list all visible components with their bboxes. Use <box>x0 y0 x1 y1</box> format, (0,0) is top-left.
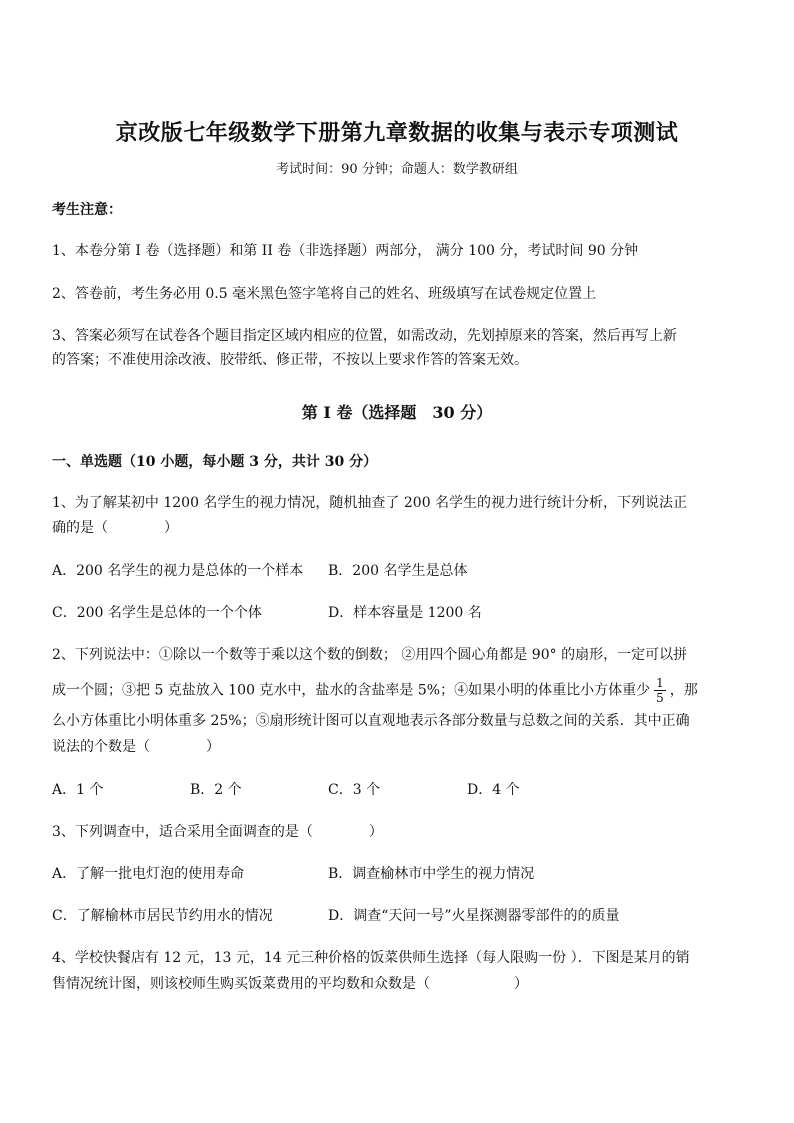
q1-stem-line-2: 确的是（ ） <box>52 520 178 536</box>
q2-option-c[interactable]: C．3 个 <box>328 782 381 798</box>
q1-option-a[interactable]: A．200 名学生的视力是总体的一个样本 <box>52 563 304 579</box>
q4-stem-line-2: 售情况统计图，则该校师生购买饭菜费用的平均数和众数是（ ） <box>52 976 528 992</box>
q1-option-b[interactable]: B．200 名学生是总体 <box>328 563 468 579</box>
q2-option-b[interactable]: B．2 个 <box>190 782 242 798</box>
fraction-one-fifth <box>654 676 666 705</box>
q2-stem-line-4: 说法的个数是（ ） <box>52 739 220 755</box>
q3-option-c[interactable]: C．了解榆林市居民节约用水的情况 <box>52 908 273 924</box>
part-heading: 一、单选题（10 小题，每小题 3 分，共计 30 分） <box>52 454 378 470</box>
exam-subtitle: 考试时间：90 分钟；命题人：数学教研组 <box>276 162 518 177</box>
notice-heading: 考生注意： <box>52 202 122 218</box>
q2-option-a[interactable]: A．1 个 <box>52 782 104 798</box>
notice-item-3-line-1: 3、答案必须写在试卷各个题目指定区域内相应的位置，如需改动，先划掉原来的答案，然后再写上新 <box>52 328 677 344</box>
q1-option-c[interactable]: C．200 名学生是总体的一个个体 <box>52 605 262 621</box>
q3-option-a[interactable]: A．了解一批电灯泡的使用寿命 <box>52 866 245 882</box>
q2-stem-line-2-tail: ，那 <box>669 682 698 699</box>
q1-option-d[interactable]: D．样本容量是 1200 名 <box>328 605 482 621</box>
q2-stem-line-2-text: 成一个圆；③把 5 克盐放入 100 克水中，盐水的含盐率是 5%；④如果小明的体重比小方体重少 <box>52 682 651 699</box>
q1-stem-line-1: 1、为了解某初中 1200 名学生的视力情况，随机抽查了 200 名学生的视力进行统计分析，下列说法正 <box>52 495 688 511</box>
notice-item-3-line-2: 的答案；不准使用涂改液、胶带纸、修正带，不按以上要求作答的答案无效。 <box>52 352 528 368</box>
notice-item-1: 1、本卷分第 I 卷（选择题）和第 II 卷（非选择题）两部分， 满分 100 分，考试时间 90 分钟 <box>52 243 639 259</box>
q2-option-d[interactable]: D．4 个 <box>467 782 520 798</box>
notice-item-2: 2、答卷前，考生务必用 0.5 毫米黑色签字笔将自己的姓名、班级填写在试卷规定位置上 <box>52 286 597 302</box>
q2-stem-line-2 <box>52 676 752 705</box>
q3-stem-line-1: 3、下列调查中，适合采用全面调查的是（ ） <box>52 824 383 840</box>
q3-option-d[interactable]: D．调查“天问一号”火星探测器零部件的的质量 <box>328 908 620 924</box>
q3-option-b[interactable]: B．调查榆林市中学生的视力情况 <box>328 866 535 882</box>
exam-title: 京改版七年级数学下册第九章数据的收集与表示专项测试 <box>115 120 679 146</box>
fraction-numerator: 1 <box>656 676 664 690</box>
q2-stem-line-1: 2、下列说法中：①除以一个数等于乘以这个数的倒数； ②用四个圆心角都是 90° 的扇形，一定可以拼 <box>52 647 688 663</box>
q4-stem-line-1: 4、学校快餐店有 12 元，13 元，14 元三种价格的饭菜供师生选择（每人限购一份 ）．下图是某月的销 <box>52 950 690 966</box>
q2-stem-line-3: 么小方体重比小明体重多 25%；⑤扇形统计图可以直观地表示各部分数量与总数之间的关系．其中正确 <box>52 713 690 729</box>
section-title: 第 I 卷（选择题 30 分） <box>301 403 493 422</box>
fraction-denominator: 5 <box>656 691 664 705</box>
